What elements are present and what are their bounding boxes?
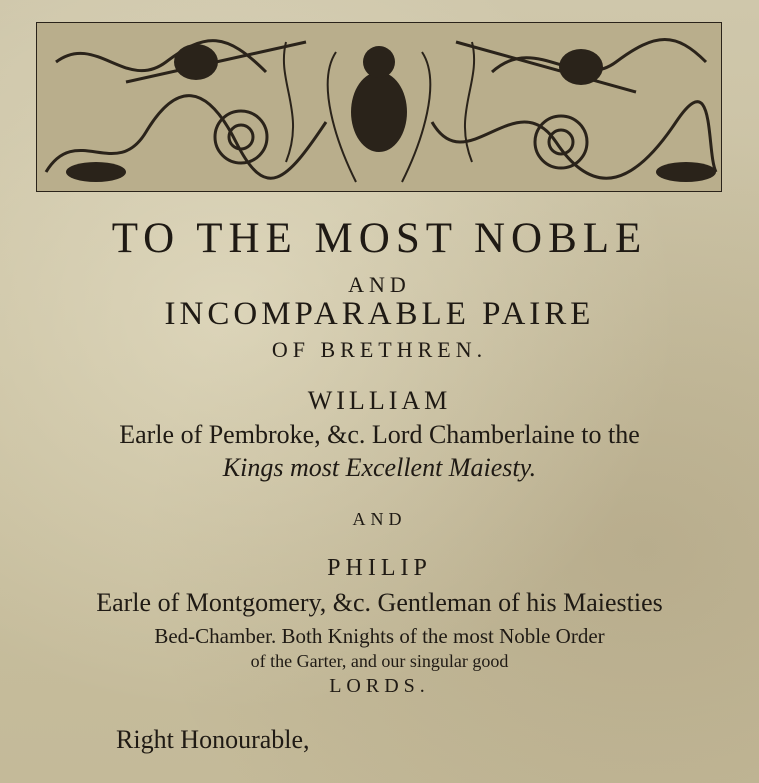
philip-title-line-3: of the Garter, and our singular good (250, 651, 509, 671)
heading-and: AND (348, 272, 411, 297)
heading-of-brethren: OF BRETHREN. (271, 337, 488, 362)
william-title-line: Earle of Pembroke, &c. Lord Chamberlaine to the (119, 420, 640, 449)
name-philip: PHILIP (327, 555, 432, 581)
headpiece-illustration (36, 22, 722, 192)
name-william: WILLIAM (307, 386, 452, 415)
lords-heading: LORDS. (329, 675, 430, 697)
conjunction-and: AND (352, 509, 407, 529)
philip-title-line-1: Earle of Montgomery, &c. Gentleman of his Maiesties (96, 588, 663, 617)
salutation: Right Honourable, (116, 725, 310, 754)
philip-title-line-2: Bed-Chamber. Both Knights of the most Noble Order (154, 624, 605, 648)
dedication-title: TO THE MOST NOBLE (111, 215, 648, 262)
william-title-line-italic: Kings most Excellent Maiesty. (222, 453, 537, 482)
decorative-headpiece-ornament (36, 22, 722, 192)
heading-incomparable-paire: INCOMPARABLE PAIRE (164, 296, 595, 332)
